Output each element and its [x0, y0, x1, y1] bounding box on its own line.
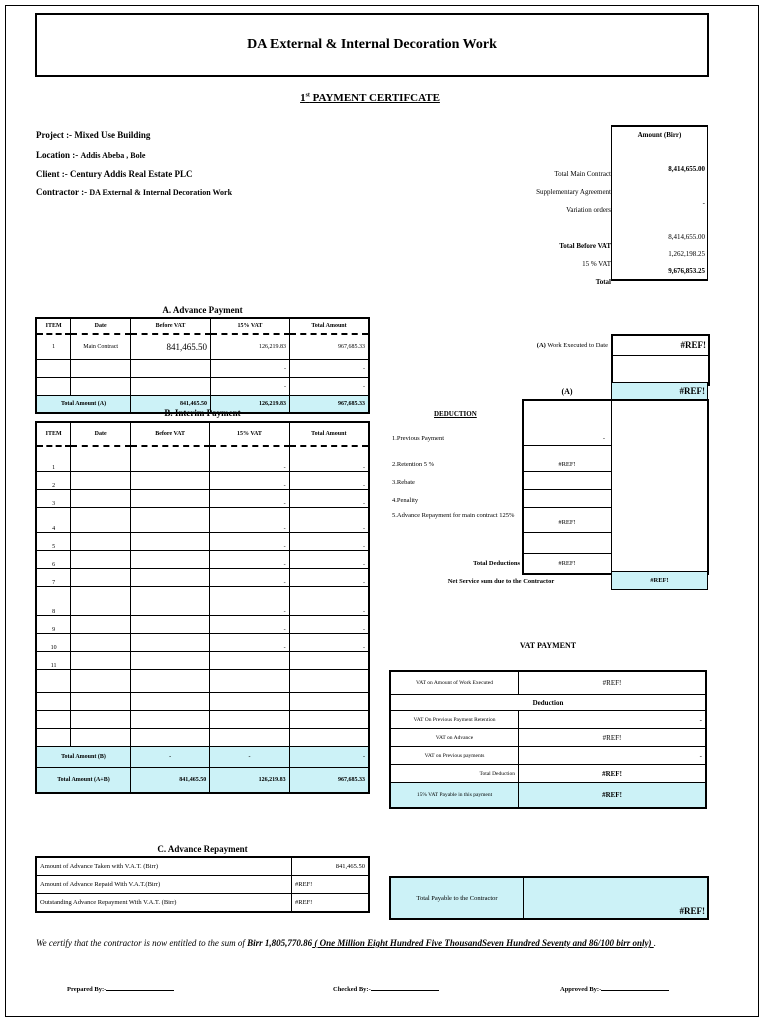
vat-value: 1,262,198.25: [612, 245, 708, 262]
checked-by: Checked By:-: [333, 986, 439, 993]
table-row: - -: [36, 378, 369, 396]
location-info: Location :- Addis Abeba , Bole: [36, 150, 146, 160]
advance-repayment-label: 5.Advance Repayment for main contract 125%: [392, 512, 515, 519]
net-service-value: #REF!: [611, 571, 708, 590]
total-value: 9,676,853.25: [612, 262, 708, 280]
variation-label: Variation orders: [566, 206, 611, 214]
advance-payment-title: A. Advance Payment: [162, 305, 243, 315]
amount-summary-table: [611, 125, 708, 281]
total-main-contract-label: Total Main Contract: [554, 170, 611, 178]
advance-payment-table: ITEM Date Before VAT 15% VAT Total Amount 1 Main Contract 841,465.50 126,219.83 967,685.33 - - - - Total Amount (A) 841,465.50 126,219.83 967,685.33: [35, 317, 370, 414]
vat-label: 15 % VAT: [582, 260, 611, 268]
certificate-title: 1st PAYMENT CERTIFCATE: [300, 92, 440, 104]
supplementary-label: Supplementary Agreement: [536, 188, 611, 196]
total-ab-row: Total Amount (A+B) 841,465.50 126,219.83 967,685.33: [36, 768, 369, 794]
total-main-contract-value: 8,414,655.00: [612, 160, 708, 177]
total-label: Total: [595, 278, 611, 286]
total-payable-value: #REF!: [679, 906, 705, 916]
a-value: #REF!: [611, 382, 708, 401]
work-executed-value: #REF!: [613, 336, 708, 356]
retention-label: 2.Retention 5 %: [392, 461, 435, 468]
table-row: 9 - -: [36, 616, 369, 634]
contractor-info: Contractor :- DA External & Internal Decoration Work: [36, 187, 233, 197]
table-row: 3 - -: [36, 490, 369, 508]
penality-label: 4.Penality: [392, 497, 419, 504]
table-row: 7 - -: [36, 569, 369, 587]
advance-repayment-title: C. Advance Repayment: [157, 844, 248, 854]
table-row: [36, 670, 369, 693]
work-executed-box: [611, 334, 710, 386]
table-row: 1 - -: [36, 446, 369, 472]
previous-payment-value: -: [602, 435, 605, 442]
total-before-vat-label: Total Before VAT: [559, 242, 611, 250]
total-deductions-value: #REF!: [558, 560, 576, 567]
total-b-row: Total Amount (B) - - -: [36, 747, 369, 768]
total-before-vat-value: 8,414,655.00: [612, 228, 708, 245]
previous-payment-label: 1.Previous Payment: [392, 435, 444, 442]
table-row: 10 - -: [36, 634, 369, 652]
interim-payment-title: B. Interim Payment: [164, 408, 241, 418]
total-a-row: Total Amount (A) 841,465.50 126,219.83 967,685.33: [36, 396, 369, 414]
table-row: [36, 711, 369, 729]
table-row: - -: [36, 360, 369, 378]
total-deductions-label: Total Deductions: [473, 560, 520, 567]
table-row: [36, 729, 369, 747]
advance-repayment-table: Amount of Advance Taken with V.A.T. (Birr) 841,465.50 Amount of Advance Repaid With V.A.T.(Birr) #REF! Outstanding Advance Repayment With V.A.T. (Birr) #REF!: [35, 856, 370, 913]
prepared-by: Prepared By:-: [67, 986, 174, 993]
rebate-label: 3.Rebate: [392, 479, 415, 486]
table-row: 6 - -: [36, 551, 369, 569]
table-row: 11: [36, 652, 369, 670]
project-info: Project :- Mixed Use Building: [36, 130, 151, 140]
total-payable-label: Total Payable to the Contractor: [391, 878, 524, 918]
deduction-right-box: [611, 399, 709, 575]
vat-payment-title: VAT PAYMENT: [519, 641, 577, 650]
certification-statement: We certify that the contractor is now entitled to the sum of Birr 1,805,770.86 ( One Million Eight Hundred Five ThousandSeven Hundred Seventy and 86/100 birr only) .: [36, 938, 656, 948]
amount-header: Amount (Birr): [612, 126, 708, 143]
table-row: 5 - -: [36, 533, 369, 551]
client-info: Client :- Century Addis Real Estate PLC: [36, 169, 193, 179]
a-label: (A): [561, 387, 573, 396]
approved-by: Approved By:-: [560, 986, 669, 993]
vat-payment-table: VAT on Amount of Work Executed #REF! Deduction VAT On Previous Payment Retention - VAT on Advance #REF! VAT on Previous payments - Total Deduction #REF! 15% VAT Payable in this payment #REF!: [389, 670, 707, 809]
deduction-values-box: [522, 399, 612, 575]
total-payable-box: [389, 876, 709, 920]
retention-value: #REF!: [558, 461, 576, 468]
table-row: 4 - -: [36, 508, 369, 533]
advance-repayment-value: #REF!: [558, 519, 576, 526]
interim-payment-table: ITEM Date Before VAT 15% VAT Total Amount 1 - - 2 - - 3 - - 4 - - 5 - - 6 - - 7 - - 8 - - 9 - - 10 - - 11 Total Amount (B) - - - Total Amount (A+B) 841,465.50 126,219.83 967,685.33: [35, 421, 370, 794]
net-service-label: Net Service sum due to the Contractor: [447, 578, 555, 585]
work-executed-label: (A) Work Executed to Date: [536, 342, 608, 349]
table-row: [36, 693, 369, 711]
deduction-title: DEDUCTION: [434, 410, 477, 418]
table-row: 2 - -: [36, 472, 369, 490]
variation-value: -: [612, 194, 708, 211]
document-title: DA External & Internal Decoration Work: [35, 13, 709, 77]
table-row: 1 Main Contract 841,465.50 126,219.83 967,685.33: [36, 334, 369, 360]
table-row: 8 - -: [36, 587, 369, 616]
